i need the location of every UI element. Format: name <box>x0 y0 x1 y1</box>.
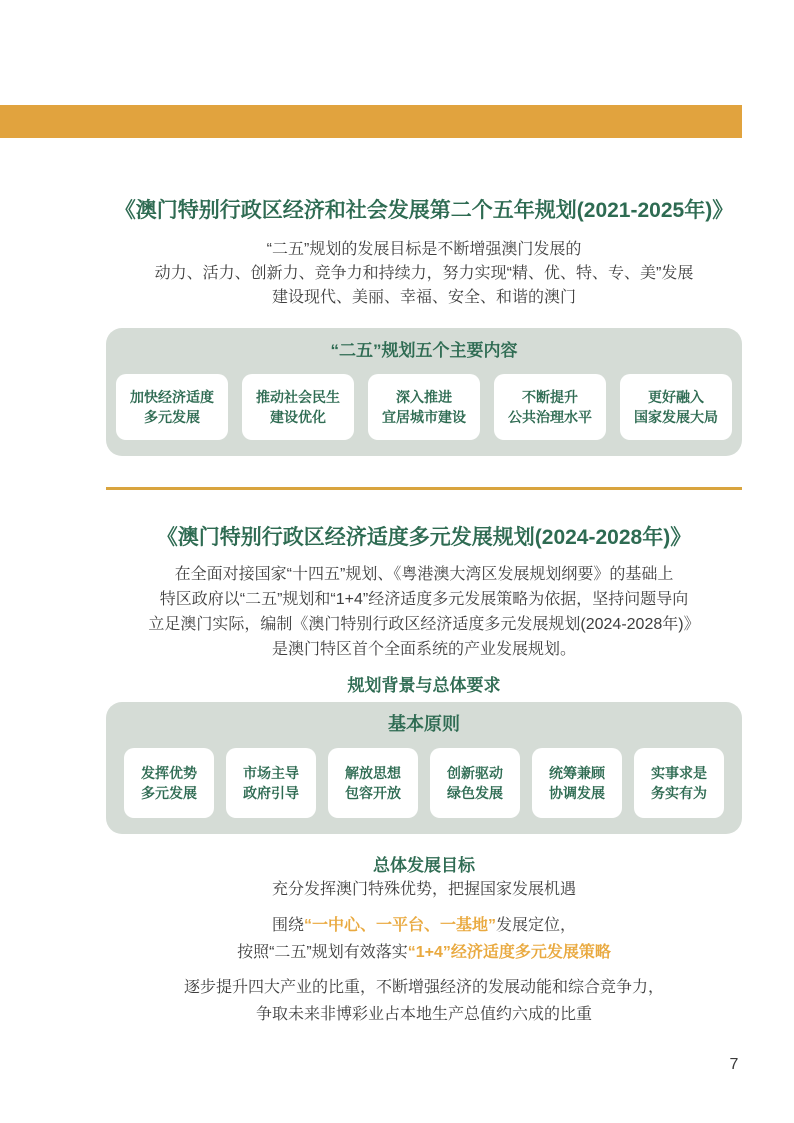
intro-line: “二五”规划的发展目标是不断增强澳门发展的 <box>266 241 582 258</box>
goal-highlight: “一中心、一平台、一基地” <box>303 917 496 934</box>
intro-line: 动力、活力、创新力、竞争力和持续力，努力实现“精、优、特、专、美”发展 <box>154 265 694 282</box>
principle-card <box>532 748 622 818</box>
card-row <box>118 748 730 818</box>
card-line: 绿色发展 <box>447 785 503 801</box>
goal-positioning-group <box>106 912 742 966</box>
card-line: 建设优化 <box>270 409 326 425</box>
card-line: 公共治理水平 <box>508 409 592 425</box>
intro-line: 在全面对接国家“十四五”规划、《粤港澳大湾区发展规划纲要》的基础上 <box>174 566 674 583</box>
card-line: 加快经济适度 <box>130 389 214 405</box>
section2-intro <box>106 562 742 662</box>
principle-card <box>634 748 724 818</box>
panel-heading: “二五”规划五个主要内容 <box>330 341 518 360</box>
card-line: 政府引导 <box>243 785 299 801</box>
intro-line: 建设现代、美丽、幸福、安全、和谐的澳门 <box>271 289 576 306</box>
plan-content-card <box>368 374 480 440</box>
card-line: 解放思想 <box>345 765 401 781</box>
card-line: 深入推进 <box>396 389 452 405</box>
section1-intro <box>106 238 742 310</box>
intro-line: 立足澳门实际，编制《澳门特别行政区经济适度多元发展规划(2024-2028年)》 <box>148 616 700 633</box>
page-content <box>106 0 742 1028</box>
card-row <box>116 374 732 440</box>
principle-card <box>124 748 214 818</box>
card-line: 协调发展 <box>549 785 605 801</box>
card-line: 国家发展大局 <box>634 409 718 425</box>
goal-industry-group <box>106 974 742 1028</box>
intro-line: 是澳门特区首个全面系统的产业发展规划。 <box>271 641 576 658</box>
plan-content-card <box>242 374 354 440</box>
section2-title: 《澳门特别行政区经济适度多元发展规划(2024-2028年)》 <box>156 526 692 549</box>
overall-goal-heading: 总体发展目标 <box>373 856 475 875</box>
card-line: 推动社会民生 <box>256 389 340 405</box>
card-line: 务实有为 <box>651 785 707 801</box>
card-line: 多元发展 <box>144 409 200 425</box>
goal-line <box>106 939 742 966</box>
panel-heading: 基本原则 <box>388 714 460 734</box>
intro-line: 特区政府以“二五”规划和“1+4”经济适度多元发展策略为依据，坚持问题导向 <box>159 591 689 608</box>
card-line: 多元发展 <box>141 785 197 801</box>
goal-line: 争取未来非博彩业占本地生产总值约六成的比重 <box>255 1006 592 1023</box>
card-line: 实事求是 <box>651 765 707 781</box>
plan-content-card <box>494 374 606 440</box>
section1-title: 《澳门特别行政区经济和社会发展第二个五年规划(2021-2025年)》 <box>114 199 734 222</box>
plan-content-card <box>620 374 732 440</box>
card-line: 创新驱动 <box>447 765 503 781</box>
section-divider <box>106 487 742 490</box>
goal-text: 按照“二五”规划有效落实 <box>237 944 408 961</box>
goal-text: 围绕 <box>271 917 304 934</box>
goal-line: 逐步提升四大产业的比重，不断增强经济的发展动能和综合竞争力， <box>183 979 664 996</box>
card-line: 不断提升 <box>522 389 578 405</box>
basic-principles-panel <box>106 702 742 834</box>
goal-line: 充分发挥澳门特殊优势，把握国家发展机遇 <box>271 881 576 898</box>
five-main-contents-panel <box>106 328 742 456</box>
card-line: 统筹兼顾 <box>549 765 605 781</box>
goal-text: 发展定位， <box>496 917 577 934</box>
card-line: 市场主导 <box>243 765 299 781</box>
page-number: 7 <box>729 1056 739 1073</box>
principle-card <box>430 748 520 818</box>
card-line: 更好融入 <box>648 389 704 405</box>
card-line: 发挥优势 <box>141 765 197 781</box>
card-line: 包容开放 <box>345 785 401 801</box>
goal-line <box>106 912 742 939</box>
background-requirements-heading: 规划背景与总体要求 <box>347 676 501 695</box>
card-line: 宜居城市建设 <box>382 409 466 425</box>
goal-highlight: “1+4”经济适度多元发展策略 <box>407 944 611 961</box>
principle-card <box>226 748 316 818</box>
principle-card <box>328 748 418 818</box>
plan-content-card <box>116 374 228 440</box>
